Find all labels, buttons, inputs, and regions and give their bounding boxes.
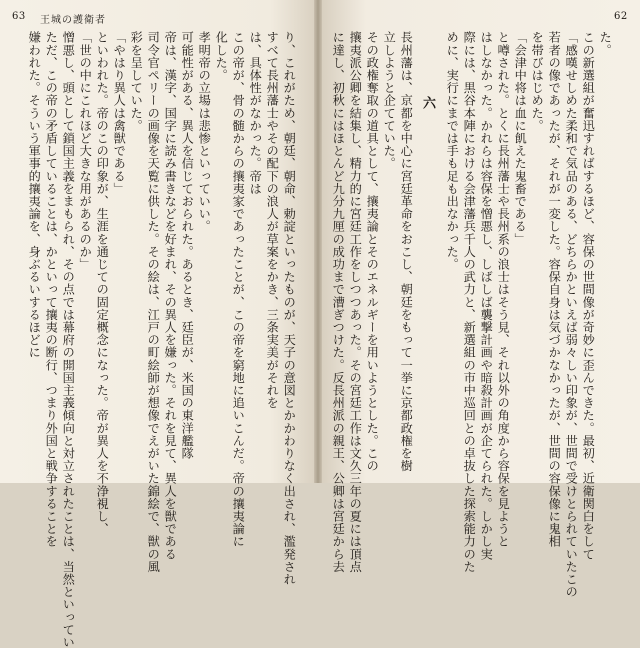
right-page: [318, 0, 640, 598]
left-line: 彩を呈していた。: [129, 31, 144, 132]
running-title: 王城の護衛者: [40, 15, 106, 26]
left-line: 憎悪し、頭として鎖国主義をまもられ、その点では幕府の開国主義傾向と対立されたことは、当然といってい: [61, 31, 76, 648]
right-line: 若者の像であったが、それが一変した。容保自身は気づかなかったが、世間の容保像に鬼相: [547, 31, 562, 548]
left-line: 「世の中にこれほど大きな用があるのか」: [78, 31, 93, 271]
left-page: [0, 0, 318, 648]
left-line: 嫌われた。そういう軍事的攘夷論を、身ぶるいするほどに: [27, 31, 42, 359]
right-page-number: 62: [614, 11, 628, 22]
right-line: 攘夷派公卿を結集し、精力的に宮廷工作をしつつあった。その宮廷工作は文久三年の夏には頂点: [348, 31, 363, 573]
right-line: めに、実行にまでは手も足も出なかった。: [445, 31, 460, 271]
left-line: 「やはり異人は禽獣である」: [112, 31, 127, 195]
left-line: といわれた。帝のこの印象が、生涯を通じての固定概念になった。帝が異人を不浄視し、: [95, 31, 110, 535]
left-line: ただ、この帝の矛盾していることは、かといって攘夷の断行、つまり外国と戦争することを: [44, 31, 59, 548]
right-line: はしなかった。かれらは容保を憎悪し、しばしば襲撃計画や暗殺計画が企てられた。しかし実: [479, 31, 494, 561]
right-line: 長州藩は、京都を中心に宮廷革命をおこし、朝廷をもって一挙に京都政権を樹: [399, 31, 414, 472]
left-page-number: 63: [12, 11, 26, 22]
book-gutter: [314, 0, 322, 483]
right-line: た。: [598, 31, 613, 57]
left-line: 可能性がある、異人を信じておられた。あるとき、廷臣が、米国の東洋艦隊: [180, 31, 195, 460]
section-heading: 六: [420, 96, 435, 115]
right-line: と噂された。とくに長州藩士や長州系の浪士はそう見、それ以外の角度から容保を見ようと: [496, 31, 511, 548]
right-line: この新選組が奮迅すればするほど、容保の世間像が奇妙に歪んできた。最初、近衛関白をして: [581, 31, 596, 561]
left-line: は、具体性がなかった。帝は: [248, 31, 263, 195]
right-line: に達し、初秋にはほとんど九分九厘の成功まで漕ぎつけた。反長州派の親王、公卿は宮廷から去: [331, 31, 346, 573]
right-line: 「感嘆せしめた柔和で気品のある、どちらかといえば弱々しい印象が、世間で受けとられていたこの: [564, 31, 579, 598]
right-line: を帯びはじめた。: [530, 31, 545, 132]
left-line: 化した。: [214, 31, 229, 82]
left-line: この帝が、骨の髄からの攘夷家であったことが、この帝を窮地に追いこんだ。帝の攘夷論に: [231, 31, 246, 548]
right-line: その政権奪取の道具として、攘夷論とそのエネルギーを用いようとした。この: [365, 31, 380, 472]
left-line: すべて長州藩士やその配下の浪人が草案をかき、三条実美がそれを: [265, 31, 280, 409]
left-line: 孝明帝の立場は悲惨といっていい。: [197, 31, 212, 233]
right-line: 際には、黒谷本陣における会津藩兵千人の武力と、新選組の市中巡回との卓抜した探索能力のた: [462, 31, 477, 573]
right-line: 「会津中将は血に飢えた鬼畜である」: [513, 31, 528, 246]
left-line: り、これがため、朝廷、朝命、勅諚といったものが、天子の意図とかかわりなく出され、濫発され: [282, 31, 297, 586]
left-line: 帝は、漢字、国字に読み書きなどを好まれ、その異人を嫌った。それを見て、異人を獣である: [163, 31, 178, 561]
left-line: 司令官ペリーの画像を天覧に供した。その絵は、江戸の町絵師が想像でえがいた錦絵で、獣の風: [146, 31, 161, 573]
right-line: 立しようと企てていた。: [382, 31, 397, 170]
